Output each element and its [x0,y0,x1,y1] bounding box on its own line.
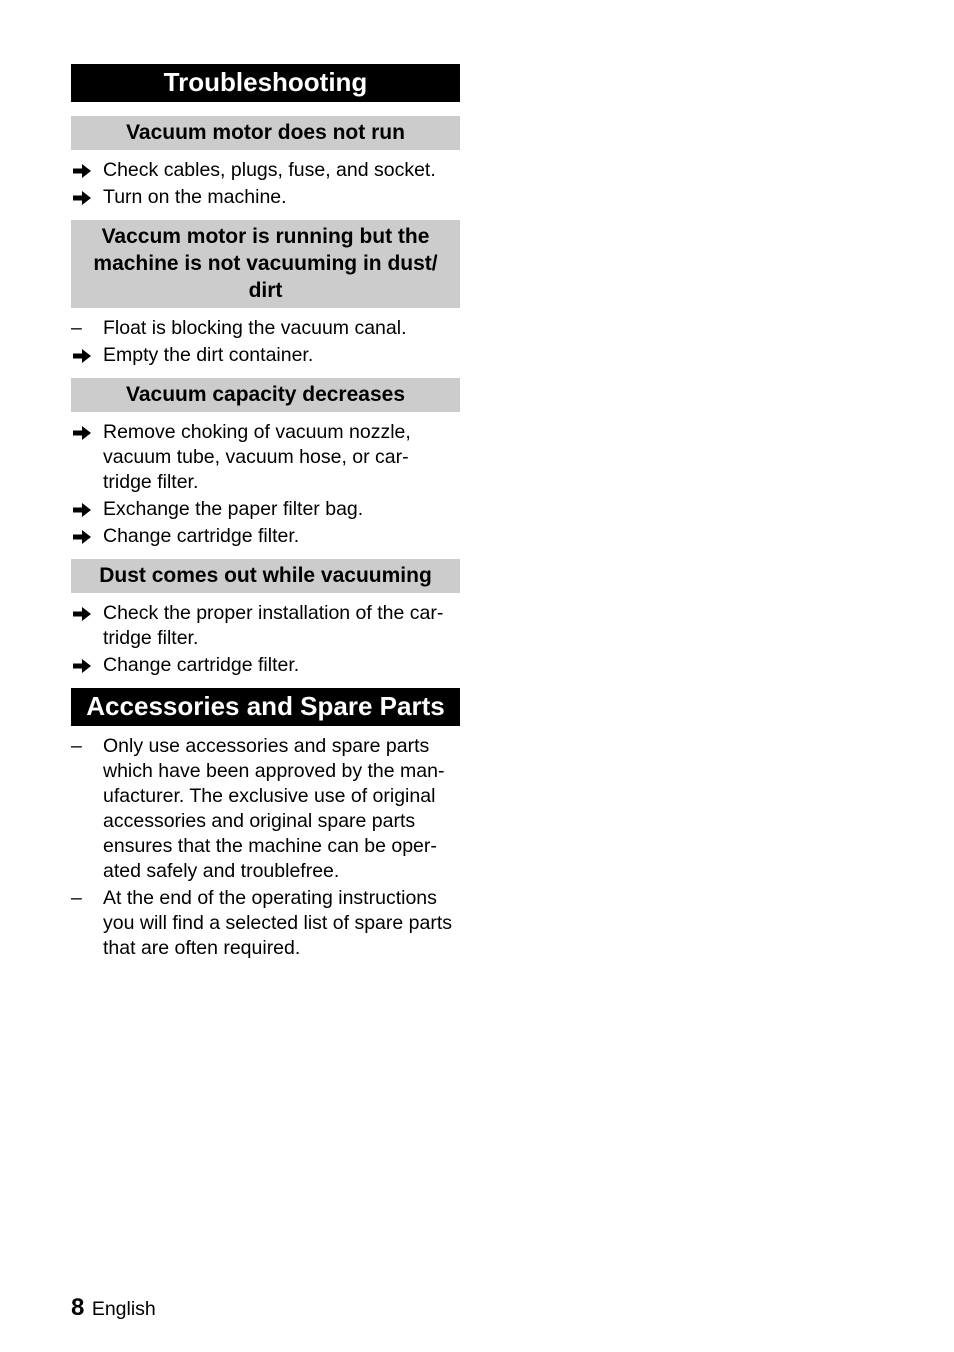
page-number: 8 [71,1294,85,1321]
list-item-line: accessories and original spare parts [103,810,416,832]
list-item-line: ufacturer. The exclusive use of original [103,785,436,807]
section-heading-line: dirt [248,279,283,302]
list-item-line: vacuum tube, vacuum hose, or car- [103,446,409,468]
section-list [71,420,460,549]
section-list [71,158,460,210]
list-item-line: you will find a selected list of spare parts [103,912,453,934]
list-item [71,158,460,183]
accessories-heading: Accessories and Spare Parts [71,688,460,726]
page-language: English [91,1298,156,1320]
list-item-line: that are often required. [103,937,301,959]
arrow-right-icon [71,601,95,626]
arrow-right-icon [71,420,95,445]
section-heading-line: machine is not vacuuming in dust/ [93,252,438,275]
list-item-line: ated safely and troublefree. [103,860,340,882]
list-item [71,653,460,678]
list-item-text: Check cables, plugs, fuse, and socket. [103,159,436,181]
arrow-right-icon [71,497,95,522]
list-item-line: Remove choking of vacuum nozzle, [103,421,411,443]
page-footer [71,1294,156,1322]
section-list [71,316,460,368]
list-item-line: tridge filter. [103,471,199,493]
dash-marker: – [71,317,82,339]
section-heading-motor-running-not-vacuuming [71,220,460,308]
list-item-text: Float is blocking the vacuum canal. [103,317,407,339]
list-item [71,497,460,522]
list-item-line: which have been approved by the man- [103,760,445,782]
list-item [71,316,460,341]
section-heading-capacity-decreases: Vacuum capacity decreases [71,378,460,412]
list-item-text: Exchange the paper filter bag. [103,498,364,520]
list-item-line: Only use accessories and spare parts [103,735,430,757]
section-heading-motor-not-run: Vacuum motor does not run [71,116,460,150]
arrow-right-icon [71,343,95,368]
list-item [71,886,460,961]
list-item-text: Change cartridge filter. [103,525,300,547]
list-item [71,524,460,549]
content-column [71,64,460,971]
section-heading-line: Vaccum motor is running but the [101,225,430,248]
list-item-line: Check the proper installation of the car- [103,602,444,624]
accessories-list [71,734,460,961]
arrow-right-icon [71,653,95,678]
list-item-text: Turn on the machine. [103,186,287,208]
list-item-text: Change cartridge filter. [103,654,300,676]
list-item-text: Empty the dirt container. [103,344,314,366]
list-item-line: At the end of the operating instructions [103,887,437,909]
section-heading-dust-comes-out: Dust comes out while vacuuming [71,559,460,593]
list-item-line: ensures that the machine can be oper- [103,835,437,857]
dash-marker: – [71,735,82,757]
list-item [71,343,460,368]
dash-marker: – [71,887,82,909]
section-list [71,601,460,678]
arrow-right-icon [71,185,95,210]
list-item-line: tridge filter. [103,627,199,649]
list-item [71,601,460,651]
list-item [71,420,460,495]
list-item [71,734,460,884]
list-item [71,185,460,210]
arrow-right-icon [71,158,95,183]
arrow-right-icon [71,524,95,549]
troubleshooting-heading: Troubleshooting [71,64,460,102]
